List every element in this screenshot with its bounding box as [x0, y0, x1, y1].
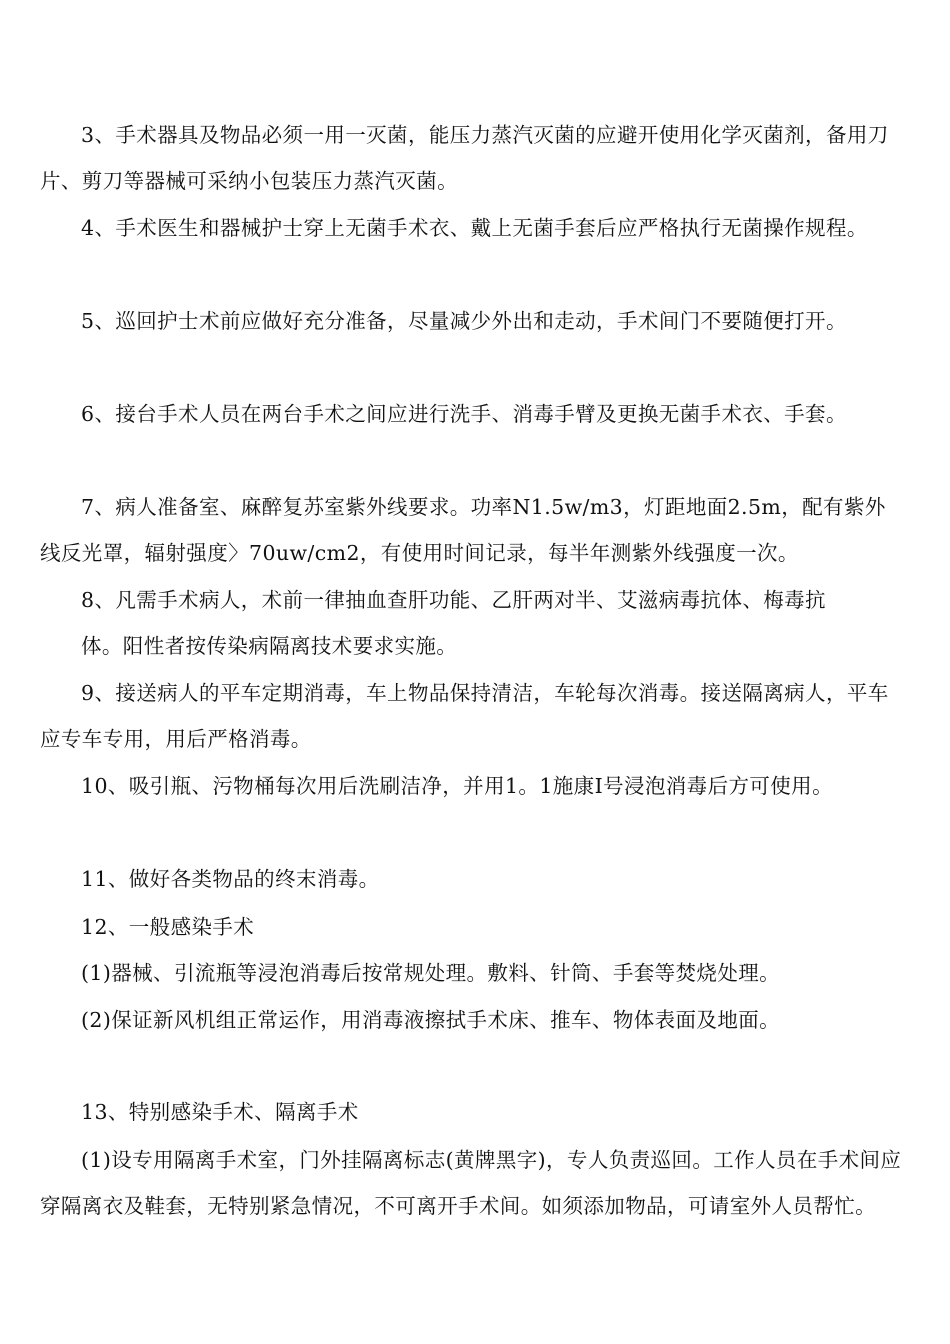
paragraph-5: 5、巡回护士术前应做好充分准备，尽量减少外出和走动，手术间门不要随便打开。	[81, 309, 847, 333]
item-12-2: (2)保证新风机组正常运作，用消毒液擦拭手术床、推车、物体表面及地面。	[81, 1008, 781, 1032]
paragraph-8: 8、凡需手术病人，术前一律抽血查肝功能、乙肝两对半、艾滋病毒抗体、梅毒抗	[81, 588, 826, 612]
item-13-1: (1)设专用隔离手术室，门外挂隔离标志(黄牌黑字)，专人负责巡回。工作人员在手术间应穿隔离衣及鞋套，无特别紧急情况，不可离开手术间。如须添加物品，可请室外人员帮忙。	[40, 1148, 902, 1218]
heading-13: 13、特别感染手术、隔离手术	[81, 1100, 359, 1124]
paragraph-4: 4、手术医生和器械护士穿上无菌手术衣、戴上无菌手套后应严格执行无菌操作规程。	[81, 216, 868, 240]
paragraph-10: 10、吸引瓶、污物桶每次用后洗刷洁净，并用1。1施康I号浸泡消毒后方可使用。	[81, 774, 833, 798]
paragraph-8-continued: 体。阳性者按传染病隔离技术要求实施。	[81, 634, 458, 658]
paragraph-7: 7、病人准备室、麻醉复苏室紫外线要求。功率N1.5w/m3，灯距地面2.5m，配有紫外线反光罩，辐射强度〉70uw/cm2，有使用时间记录，每半年测紫外线强度一次。	[40, 495, 886, 565]
paragraph-11: 11、做好各类物品的终末消毒。	[81, 867, 380, 891]
item-12-1: (1)器械、引流瓶等浸泡消毒后按常规处理。敷料、针筒、手套等焚烧处理。	[81, 961, 781, 985]
paragraph-9: 9、接送病人的平车定期消毒，车上物品保持清洁，车轮每次消毒。接送隔离病人，平车应专车专用，用后严格消毒。	[40, 681, 889, 751]
paragraph-6: 6、接台手术人员在两台手术之间应进行洗手、消毒手臂及更换无菌手术衣、手套。	[81, 402, 847, 426]
paragraph-3: 3、手术器具及物品必须一用一灭菌，能压力蒸汽灭菌的应避开使用化学灭菌剂，备用刀片、剪刀等器械可采纳小包装压力蒸汽灭菌。	[40, 123, 889, 193]
heading-12: 12、一般感染手术	[81, 915, 255, 939]
